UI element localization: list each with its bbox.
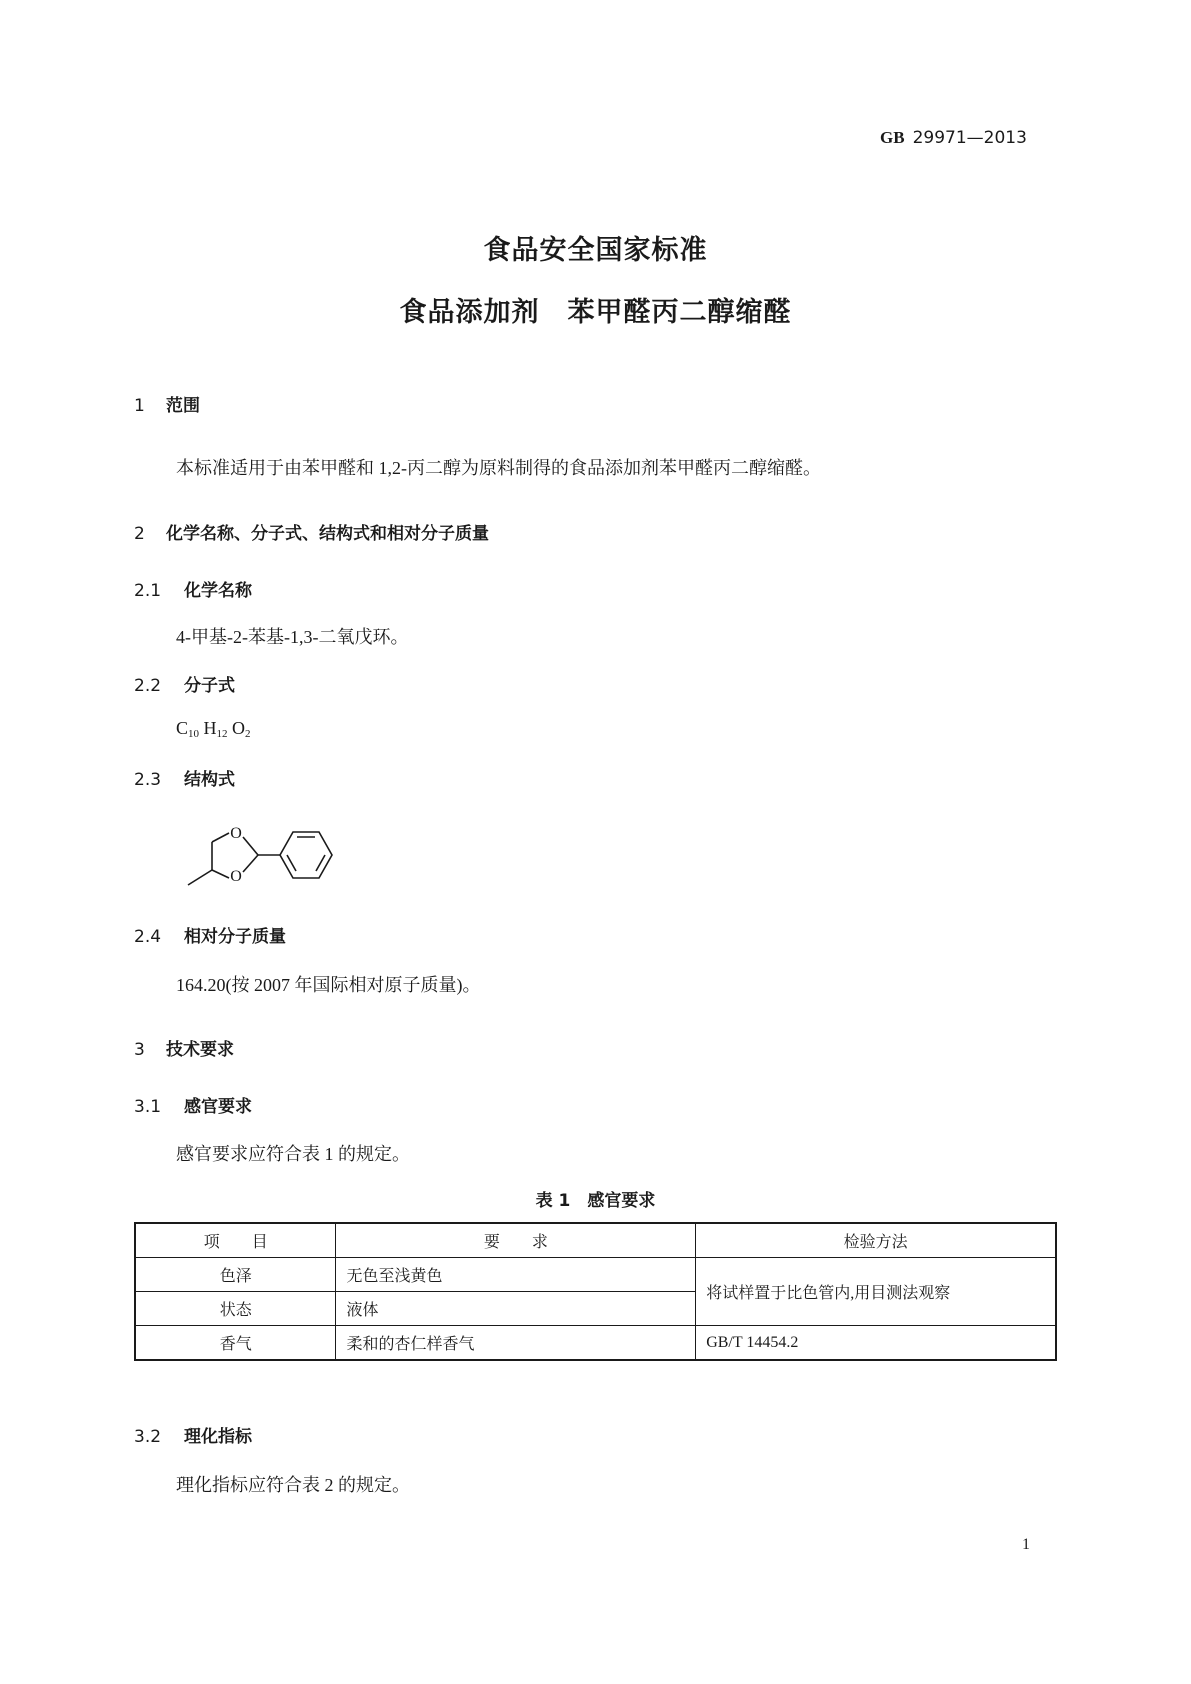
- row-method-merged: 将试样置于比色管内,用目测法观察: [696, 1258, 1056, 1326]
- section-2-3-heading: 2.3 结构式: [134, 770, 235, 790]
- header-item: 项 目: [135, 1223, 336, 1258]
- title-line-2: 食品添加剂 苯甲醛丙二醇缩醛: [399, 297, 792, 328]
- table-1-caption: 表 1 感官要求: [535, 1191, 656, 1211]
- oxygen-atom-label: O: [230, 825, 242, 842]
- section-3-2-text: 理化指标应符合表 2 的规定。: [176, 1475, 410, 1495]
- chemical-name: 4-甲基-2-苯基-1,3-二氧戊环。: [176, 627, 409, 647]
- oxygen-atom-label: O: [230, 868, 242, 885]
- table-row: [135, 1258, 1056, 1292]
- section-3-1-text: 感官要求应符合表 1 的规定。: [176, 1144, 410, 1164]
- section-2-heading: 2 化学名称、分子式、结构式和相对分子质量: [134, 524, 489, 544]
- molecular-weight: 164.20(按 2007 年国际相对原子质量)。: [176, 975, 481, 995]
- methyl-bond: [188, 870, 212, 885]
- row-requirement: 柔和的杏仁样香气: [336, 1326, 696, 1361]
- table-row: [135, 1326, 1056, 1361]
- section-3-2-heading: 3.2 理化指标: [134, 1427, 252, 1447]
- ring-bond: [243, 855, 258, 872]
- molecular-formula: $C_{10}$ $H_{12}$ $O_2$: [176, 718, 251, 740]
- ring-bond: [212, 833, 229, 842]
- section-2-2-heading: 2.2 分子式: [134, 676, 235, 696]
- row-method: GB/T 14454.2: [696, 1326, 1056, 1361]
- section-3-1-heading: 3.1 感官要求: [134, 1097, 252, 1117]
- row-requirement: 液体: [336, 1292, 696, 1326]
- ring-bond: [243, 837, 258, 855]
- standard-code: GB 29971—2013: [880, 128, 1027, 148]
- row-item: 色泽: [135, 1258, 336, 1292]
- row-item: 状态: [135, 1292, 336, 1326]
- header-requirement: 要 求: [336, 1223, 696, 1258]
- table-header-row: [135, 1223, 1056, 1258]
- row-requirement: 无色至浅黄色: [336, 1258, 696, 1292]
- title-line-1: 食品安全国家标准: [483, 235, 708, 266]
- section-2-4-heading: 2.4 相对分子质量: [134, 927, 286, 947]
- section-1-heading: 1 范围: [134, 396, 200, 416]
- row-item: 香气: [135, 1326, 336, 1361]
- sensory-requirements-table: [134, 1222, 1057, 1361]
- page-number: 1: [1022, 1536, 1030, 1553]
- header-method: 检验方法: [696, 1223, 1056, 1258]
- ring-bond: [212, 870, 229, 878]
- section-3-heading: 3 技术要求: [134, 1040, 234, 1060]
- section-1-text: 本标准适用于由苯甲醛和 1,2-丙二醇为原料制得的食品添加剂苯甲醛丙二醇缩醛。: [176, 458, 821, 478]
- section-2-1-heading: 2.1 化学名称: [134, 581, 252, 601]
- structural-formula-diagram: [180, 815, 360, 910]
